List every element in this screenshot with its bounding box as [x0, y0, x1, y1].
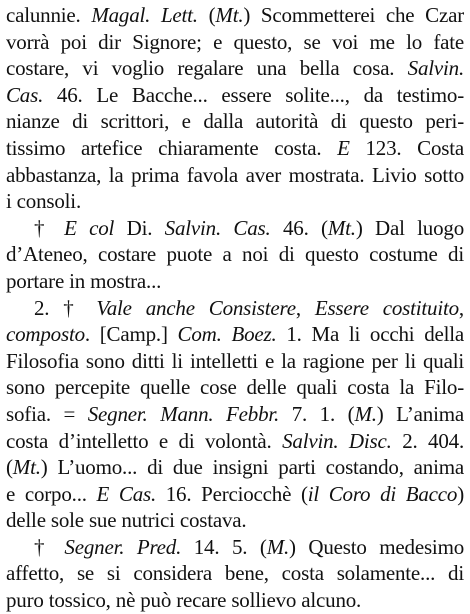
italic-text: E — [337, 135, 350, 160]
text-line — [6, 374, 464, 401]
text-run: affetto, se si considera bene, costa solamente... di — [6, 561, 464, 586]
text-line — [6, 2, 464, 29]
text-run: costa d’intelletto e di volontà. — [6, 428, 283, 453]
text-run: nianze di scrittori, e dalla autorità di questo peri- — [6, 109, 464, 134]
italic-text: Salvin. Cas. — [164, 215, 271, 240]
text-line — [6, 401, 464, 428]
text-run: puro tossico, nè può recare sollievo alcuno. — [6, 588, 362, 613]
text-run: ) Questo medesimo — [289, 534, 464, 559]
text-line — [6, 29, 464, 56]
text-line — [6, 188, 464, 215]
text-run: sono percepite quelle cose delle quali costa la Filo- — [6, 375, 464, 400]
text-run: ) Scommetterei che Czar — [243, 3, 464, 27]
italic-text: Essere costituito — [314, 295, 459, 320]
text-line — [6, 108, 464, 135]
italic-text: M. — [354, 401, 377, 426]
text-line — [6, 587, 464, 614]
text-run: † — [34, 534, 65, 559]
text-run: costare, vi voglio regalare una bella cosa. — [6, 56, 408, 81]
text-run: 123. Costa — [349, 135, 464, 160]
text-run: ( — [197, 3, 216, 27]
text-line — [6, 454, 464, 481]
text-run: , — [458, 295, 464, 320]
italic-text: Com. Boez. — [177, 322, 277, 347]
text-run: Di. — [114, 215, 165, 240]
text-line — [6, 428, 464, 455]
text-line — [6, 82, 464, 109]
text-run: . [Camp.] — [84, 322, 178, 347]
text-run: 46. Le Bacche... essere solite..., da testimo- — [43, 82, 464, 107]
text-line — [6, 55, 464, 82]
text-run: 7. 1. ( — [279, 401, 355, 426]
italic-text: Cas. — [6, 82, 44, 107]
text-run: 16. Perciocchè ( — [156, 481, 308, 506]
italic-text: Segner. Pred. — [64, 534, 182, 559]
text-line — [6, 241, 464, 268]
text-run: vorrà poi dir Signore; e questo, se voi me lo fate — [6, 29, 464, 54]
text-run: 1. Ma li occhi della — [276, 322, 464, 347]
text-line — [6, 321, 464, 348]
italic-text: M. — [266, 534, 290, 559]
text-line — [6, 560, 464, 587]
text-run: e corpo... — [6, 481, 97, 506]
italic-text: Vale anche Consistere — [96, 295, 296, 320]
text-run: ) Dal luogo — [355, 215, 464, 240]
italic-text: Mt. — [327, 215, 356, 240]
text-line — [6, 534, 464, 561]
italic-text: E col — [64, 215, 115, 240]
text-run: † — [34, 215, 65, 240]
text-line — [6, 481, 464, 508]
text-run: Filosofia sono ditti li intelletti e la ragione per li quali — [6, 348, 464, 373]
text-run: delle sole sue nutrici costava. — [6, 508, 247, 533]
italic-text: Salvin. Disc. — [282, 428, 392, 453]
text-run: portare in mostra... — [6, 268, 162, 293]
text-run: 2. 404. — [391, 428, 464, 453]
text-run: , — [295, 295, 315, 320]
text-run: 46. ( — [270, 215, 328, 240]
text-run: 2. † — [34, 295, 97, 320]
text-run: i consoli. — [6, 189, 81, 214]
italic-text: composto — [6, 322, 85, 347]
italic-text: Magal. Lett. — [91, 3, 198, 27]
italic-text: Salvin. — [407, 56, 464, 81]
text-line — [6, 268, 464, 295]
italic-text: Mt. — [12, 455, 41, 480]
text-line — [6, 215, 464, 242]
text-run: sofia. = — [6, 401, 88, 426]
italic-text: Segner. Mann. Febbr. — [87, 401, 280, 426]
text-run: ) — [457, 481, 464, 506]
italic-text: Mt. — [215, 3, 244, 27]
italic-text: il Coro di Bacco — [307, 481, 458, 506]
text-run: abbastanza, la prima favola aver mostrata. Livio sotto — [6, 162, 464, 187]
text-line — [6, 162, 464, 189]
text-line — [6, 348, 464, 375]
text-run: d’Ateneo, costare puote a noi di questo costume di — [6, 242, 464, 267]
text-run: 14. 5. ( — [181, 534, 267, 559]
text-run: ) L’uomo... di due insigni parti costando, anima — [40, 455, 464, 480]
text-run: tissimo artefice chiaramente costa. — [6, 135, 338, 160]
text-run: calunnie. — [6, 3, 92, 27]
text-line — [6, 507, 464, 534]
text-run: ( — [6, 455, 13, 480]
text-line — [6, 295, 464, 322]
text-line — [6, 135, 464, 162]
italic-text: E Cas. — [96, 481, 157, 506]
text-run: ) L’anima — [376, 401, 464, 426]
